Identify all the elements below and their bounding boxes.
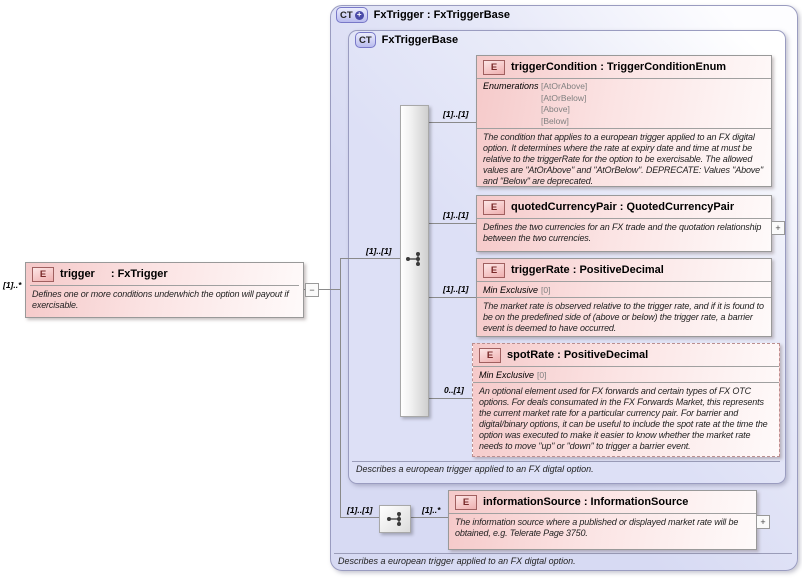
facet-value: [0] [537, 370, 547, 380]
connector-to-info-sequence [340, 517, 379, 518]
fxtrigger-title [336, 7, 510, 23]
enumeration-values: [AtOrAbove] [AtOrBelow] [Above] [Below] [541, 81, 588, 126]
element-spotrate[interactable] [472, 343, 780, 457]
expand-button-quotedcurrencypair[interactable]: + [771, 221, 785, 235]
fxtrigger-title-text: FxTrigger : FxTriggerBase [373, 9, 510, 21]
complex-type-icon: CT [355, 32, 376, 48]
derived-plus-icon: + [355, 11, 364, 20]
fxtriggerbase-title [355, 32, 458, 48]
element-informationsource[interactable] [448, 490, 757, 550]
element-informationsource-annotation: The information source where a published or displayed market rate will be obtained, e.g. Telerate Page 3750. [455, 517, 739, 538]
complex-type-derived-icon: CT + [336, 7, 368, 23]
inner-footnote-divider [352, 461, 780, 462]
connector-to-triggercondition [427, 122, 476, 123]
element-icon: E [32, 267, 54, 282]
facet-label: Min Exclusive [483, 285, 539, 295]
element-icon: E [483, 60, 505, 75]
sequence-compositor-icon [405, 251, 423, 267]
element-icon: E [479, 348, 501, 363]
element-spotrate-annotation: An optional element used for FX forwards and certain types of FX OTC options. For deals consumated in the FX Forwards Market, this represents the current market rate for a particular currency pair. For barrier and digital/binary options, it can be useful to include the spot rate at the time the option was executed to make it easier to know whether the market rate needs to move "up" or "down" to trigger a barrier event. [479, 386, 768, 451]
sequence-compositor-icon [386, 511, 404, 527]
cardinality-spotrate: 0..[1] [444, 385, 464, 395]
element-triggerrate-annotation: The market rate is observed relative to the trigger rate, and if it is found to be on the predefined side of (above or below) the trigger rate, a barrier event is deemed to have occurred. [483, 301, 764, 333]
facet-label: Min Exclusive [479, 370, 535, 380]
element-trigger-name: trigger [60, 268, 95, 280]
collapse-button-trigger[interactable]: − [305, 283, 319, 297]
connector-to-base-sequence [340, 258, 400, 259]
element-spotrate-title: spotRate : PositiveDecimal [507, 349, 649, 361]
cardinality-base-sequence: [1]..[1] [366, 246, 392, 256]
element-icon: E [483, 263, 505, 278]
cardinality-triggerrate: [1]..[1] [443, 284, 469, 294]
element-quotedcurrencypair-title: quotedCurrencyPair : QuotedCurrencyPair [511, 201, 735, 213]
connector-sequence-to-informationsource [409, 517, 448, 518]
facet-value: [0] [541, 285, 551, 295]
element-trigger-type: : FxTrigger [110, 268, 168, 280]
cardinality-trigger: [1]..* [3, 280, 22, 290]
cardinality-quotedcurrencypair: [1]..[1] [443, 210, 469, 220]
facet-label: Enumerations [483, 81, 539, 91]
connector-to-triggerrate [427, 297, 476, 298]
element-trigger-annotation: Defines one or more conditions underwhich the option will payout if exercisable. [32, 289, 289, 310]
element-informationsource-title: informationSource : InformationSource [483, 496, 689, 508]
connector-vertical-trunk [340, 258, 341, 518]
outer-footnote-divider [334, 553, 792, 554]
element-icon: E [455, 495, 477, 510]
element-quotedcurrencypair-annotation: Defines the two currencies for an FX trade and the quotation relationship between the two currencies. [483, 222, 762, 243]
element-triggercondition-annotation: The condition that applies to a european trigger applied to an FX digital option. It determines where the rate at expiry date and time at must be relative to the triggerRate for the option to be exercisable. The allowed values are "AtOrAbove" and "AtOrBelow". DEPRECATE: Values "Above" and "Below" are deprecated. [483, 132, 764, 186]
connector-to-quotedcurrencypair [427, 223, 476, 224]
fxtrigger-footnote: Describes a european trigger applied to an FX digtal option. [338, 556, 576, 566]
element-triggerrate[interactable] [476, 258, 772, 337]
element-quotedcurrencypair[interactable] [476, 195, 772, 252]
sequence-compositor-informationsource[interactable] [379, 505, 411, 533]
fxtriggerbase-title-text: FxTriggerBase [381, 34, 459, 46]
expand-button-informationsource[interactable]: + [756, 515, 770, 529]
element-triggerrate-title: triggerRate : PositiveDecimal [511, 264, 664, 276]
element-icon: E [483, 200, 505, 215]
cardinality-info-group: [1]..[1] [347, 505, 373, 515]
element-trigger[interactable] [25, 262, 304, 318]
element-triggercondition-title: triggerCondition : TriggerConditionEnum [511, 61, 727, 73]
sequence-compositor-bar[interactable] [400, 105, 429, 417]
element-triggercondition[interactable] [476, 55, 772, 187]
fxtriggerbase-footnote: Describes a european trigger applied to an FX digtal option. [356, 464, 594, 474]
cardinality-triggercondition: [1]..[1] [443, 109, 469, 119]
cardinality-informationsource: [1]..* [422, 505, 441, 515]
connector-to-spotrate [427, 398, 472, 399]
